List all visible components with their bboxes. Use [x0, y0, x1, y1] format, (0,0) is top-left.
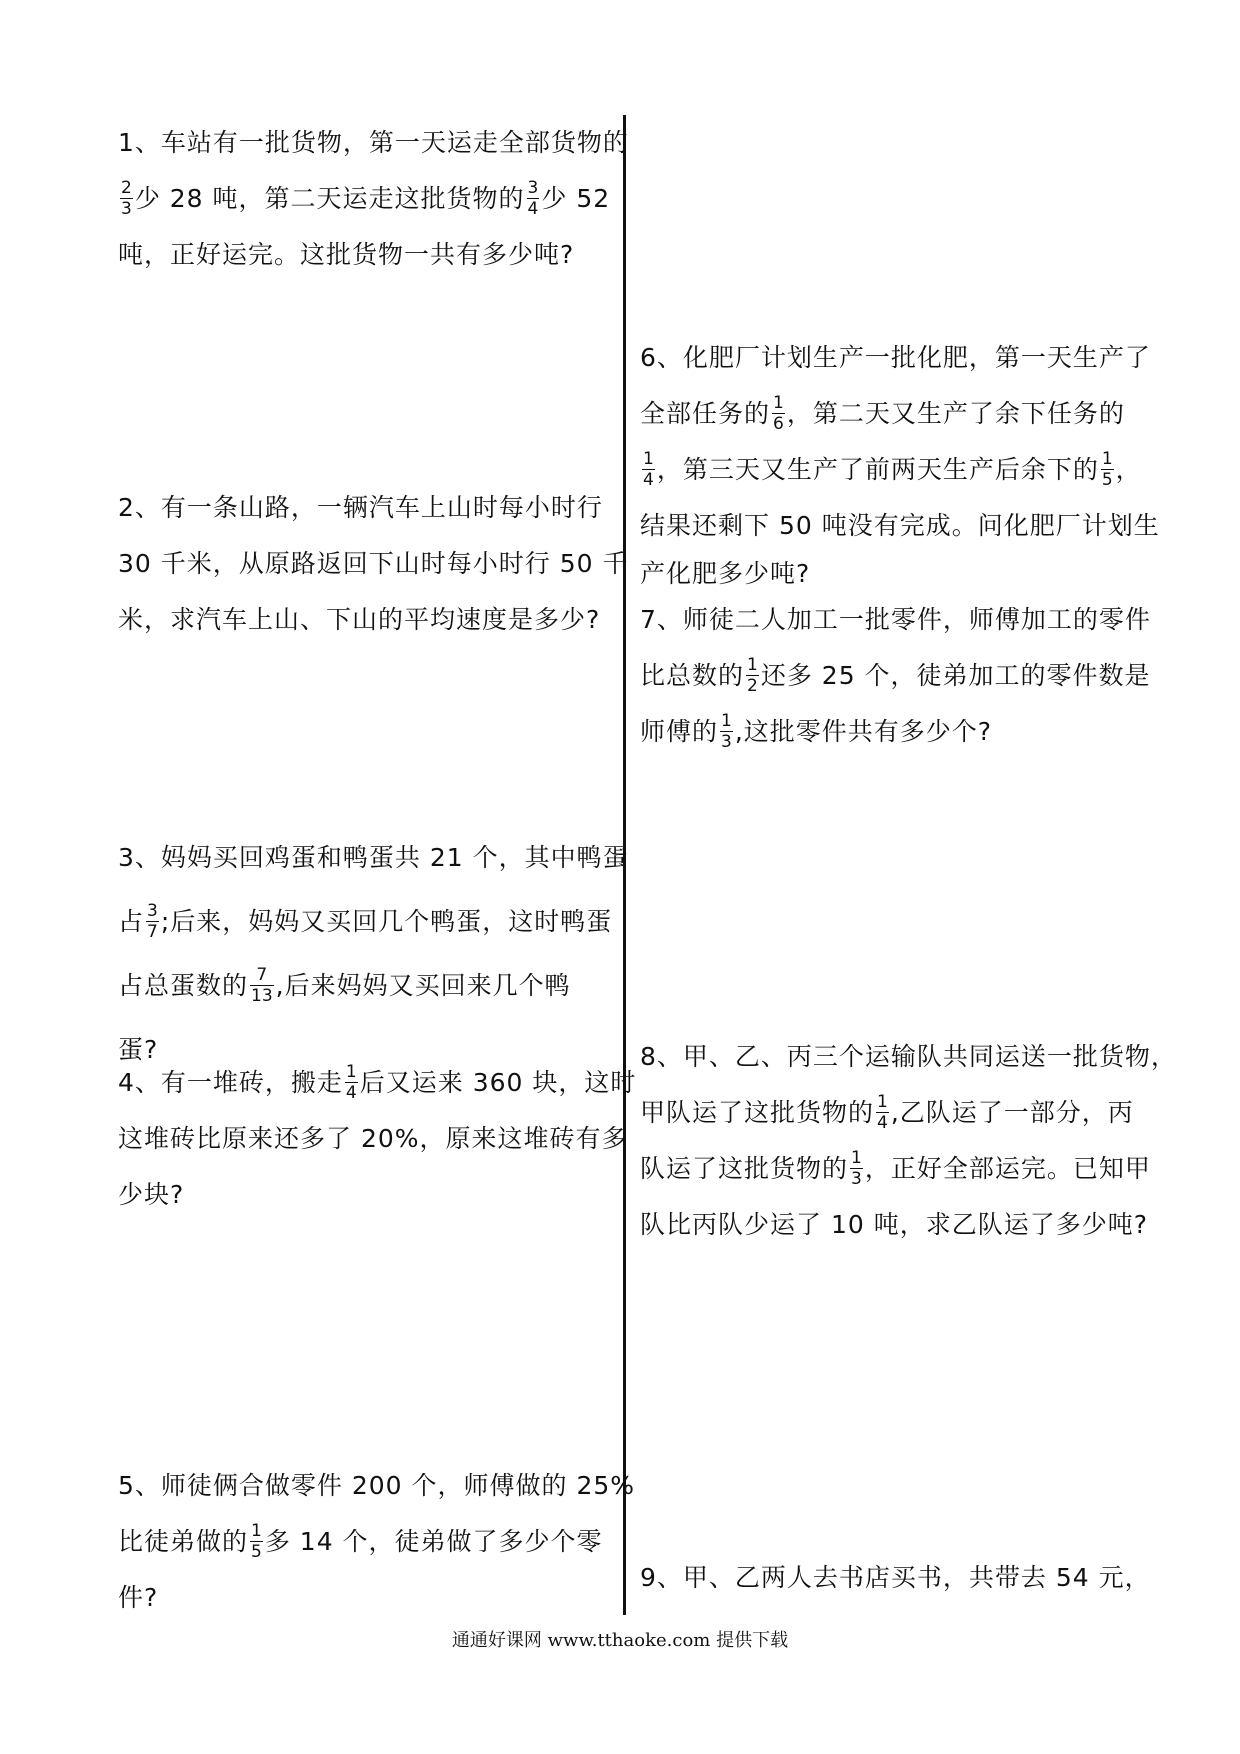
- question-8-text: ,乙队运了一部分，丙: [890, 1098, 1134, 1127]
- question-7: [640, 592, 1151, 760]
- question-2: [118, 480, 628, 648]
- fraction-numerator: 1: [877, 1091, 888, 1112]
- fraction-numerator: 1: [345, 1061, 357, 1082]
- question-3-text: 占总蛋数的: [118, 971, 249, 1000]
- question-6-text: ，第二天又生产了余下任务的: [786, 399, 1125, 428]
- question-8-line-2: [640, 1085, 1177, 1141]
- question-3-text: 占: [118, 907, 145, 936]
- question-1-text: 少 28 吨，第二天运走这批货物的: [134, 184, 525, 213]
- question-5-line-3: 件?: [118, 1583, 159, 1612]
- question-6-line-1: 6、化肥厂计划生产一批化肥，第一天生产了: [640, 343, 1151, 372]
- question-5-text: 多 14 个，徒弟做了多少个零: [264, 1527, 603, 1556]
- fraction-numerator: 3: [527, 177, 539, 198]
- fraction: [1101, 449, 1114, 490]
- question-5-line-1: 5、师徒俩合做零件 200 个，师傅做的 25%: [118, 1471, 636, 1500]
- fraction: [876, 1092, 889, 1133]
- question-3-line-1: 3、妈妈买回鸡蛋和鸭蛋共 21 个，其中鸭蛋: [118, 843, 629, 872]
- question-1: [118, 115, 629, 283]
- question-8-line-1: 8、甲、乙、丙三个运输队共同运送一批货物，: [640, 1042, 1177, 1071]
- question-6-line-5: 产化肥多少吨?: [640, 559, 811, 588]
- question-8-text: 甲队运了这批货物的: [640, 1098, 875, 1127]
- fraction-numerator: 1: [251, 1520, 262, 1541]
- question-6-line-4: 结果还剩下 50 吨没有完成。问化肥厂计划生: [640, 511, 1160, 540]
- question-6-text: ，: [1115, 455, 1142, 484]
- fraction-numerator: 3: [147, 900, 158, 921]
- fraction-denominator: 3: [721, 731, 732, 752]
- question-3-line-4: 蛋?: [118, 1035, 159, 1064]
- fraction-numerator: 7: [250, 965, 274, 986]
- fraction: [345, 1062, 358, 1103]
- fraction-denominator: 2: [747, 675, 758, 696]
- fraction-numerator: 1: [747, 654, 758, 675]
- fraction-denominator: 5: [251, 1541, 262, 1562]
- fraction: [527, 178, 540, 219]
- question-8-line-4: 队比丙队少运了 10 吨，求乙队运了多少吨?: [640, 1210, 1148, 1239]
- question-7-text: ,这批零件共有多少个?: [734, 717, 993, 746]
- question-2-line-2: 30 千米，从原路返回下山时每小时行 50 千: [118, 549, 629, 578]
- question-4-text: 4、有一堆砖，搬走: [118, 1068, 343, 1097]
- fraction: [120, 178, 133, 219]
- question-2-line-1: 2、有一条山路，一辆汽车上山时每小时行: [118, 493, 603, 522]
- question-8-text: 队运了这批货物的: [640, 1154, 849, 1183]
- question-7-line-2: [640, 648, 1151, 704]
- fraction-denominator: 7: [147, 921, 158, 942]
- fraction-denominator: 4: [877, 1112, 888, 1133]
- fraction: [642, 449, 655, 490]
- fraction-denominator: 13: [251, 985, 273, 1006]
- fraction: [850, 1148, 863, 1189]
- question-3-line-3: [118, 954, 629, 1018]
- fraction-numerator: 1: [773, 392, 784, 413]
- question-8-text: ，正好全部运完。已知甲: [864, 1154, 1151, 1183]
- question-7-text: 比总数的: [640, 661, 745, 690]
- question-6-text: ，第三天又生产了前两天生产后余下的: [656, 455, 1099, 484]
- question-1-text: 少 52: [541, 184, 611, 213]
- fraction: [746, 655, 759, 696]
- question-7-text: 师傅的: [640, 717, 719, 746]
- question-9-line-1: 9、甲、乙两人去书店买书，共带去 54 元，: [640, 1563, 1151, 1592]
- question-3-text: ,后来妈妈又买回来几个鸭: [275, 971, 571, 1000]
- fraction-numerator: 2: [121, 177, 132, 198]
- question-7-line-1: 7、师徒二人加工一批零件，师傅加工的零件: [640, 605, 1151, 634]
- fraction: [720, 711, 733, 752]
- question-3-line-2: [118, 890, 629, 954]
- fraction-denominator: 3: [121, 198, 132, 219]
- question-5: [118, 1458, 635, 1626]
- question-3: [118, 826, 629, 1082]
- question-5-text: 比徒弟做的: [118, 1527, 249, 1556]
- fraction-numerator: 1: [1101, 448, 1113, 469]
- fraction-denominator: 4: [345, 1082, 357, 1103]
- fraction-denominator: 3: [851, 1168, 862, 1189]
- question-3-text: ;后来，妈妈又买回几个鸭蛋，这时鸭蛋: [160, 907, 613, 936]
- question-6: [640, 330, 1160, 594]
- question-6-text: 全部任务的: [640, 399, 771, 428]
- question-2-line-3: 米，求汽车上山、下山的平均速度是多少?: [118, 605, 601, 634]
- fraction-denominator: 5: [1101, 469, 1113, 490]
- question-6-line-3: [640, 442, 1160, 498]
- question-1-line-3: 吨，正好运完。这批货物一共有多少吨?: [118, 240, 575, 269]
- question-4-line-1: [118, 1055, 636, 1111]
- fraction-denominator: 6: [773, 413, 784, 434]
- fraction: [250, 1521, 263, 1562]
- fraction-denominator: 4: [527, 198, 539, 219]
- fraction-denominator: 4: [643, 469, 654, 490]
- fraction-numerator: 1: [851, 1147, 862, 1168]
- question-6-line-2: [640, 386, 1160, 442]
- question-4-line-3: 少块?: [118, 1180, 185, 1209]
- question-7-line-3: [640, 704, 1151, 760]
- question-8: [640, 1029, 1177, 1253]
- question-8-line-3: [640, 1141, 1177, 1197]
- question-1-line-1: 1、车站有一批货物，第一天运走全部货物的: [118, 128, 629, 157]
- page-footer: 通通好课网 www.tthaoke.com 提供下载: [451, 1630, 789, 1651]
- fraction-numerator: 1: [643, 448, 654, 469]
- question-4-text: 后又运来 360 块，这时: [359, 1068, 637, 1097]
- question-4-line-2: 这堆砖比原来还多了 20%，原来这堆砖有多: [118, 1124, 628, 1153]
- question-9: [640, 1550, 1151, 1606]
- question-7-text: 还多 25 个，徒弟加工的零件数是: [760, 661, 1151, 690]
- question-5-line-2: [118, 1514, 635, 1570]
- question-4: [118, 1055, 636, 1223]
- fraction: [250, 965, 274, 1006]
- fraction: [772, 393, 785, 434]
- fraction: [146, 901, 159, 942]
- question-1-line-2: [118, 171, 629, 227]
- fraction-numerator: 1: [721, 710, 732, 731]
